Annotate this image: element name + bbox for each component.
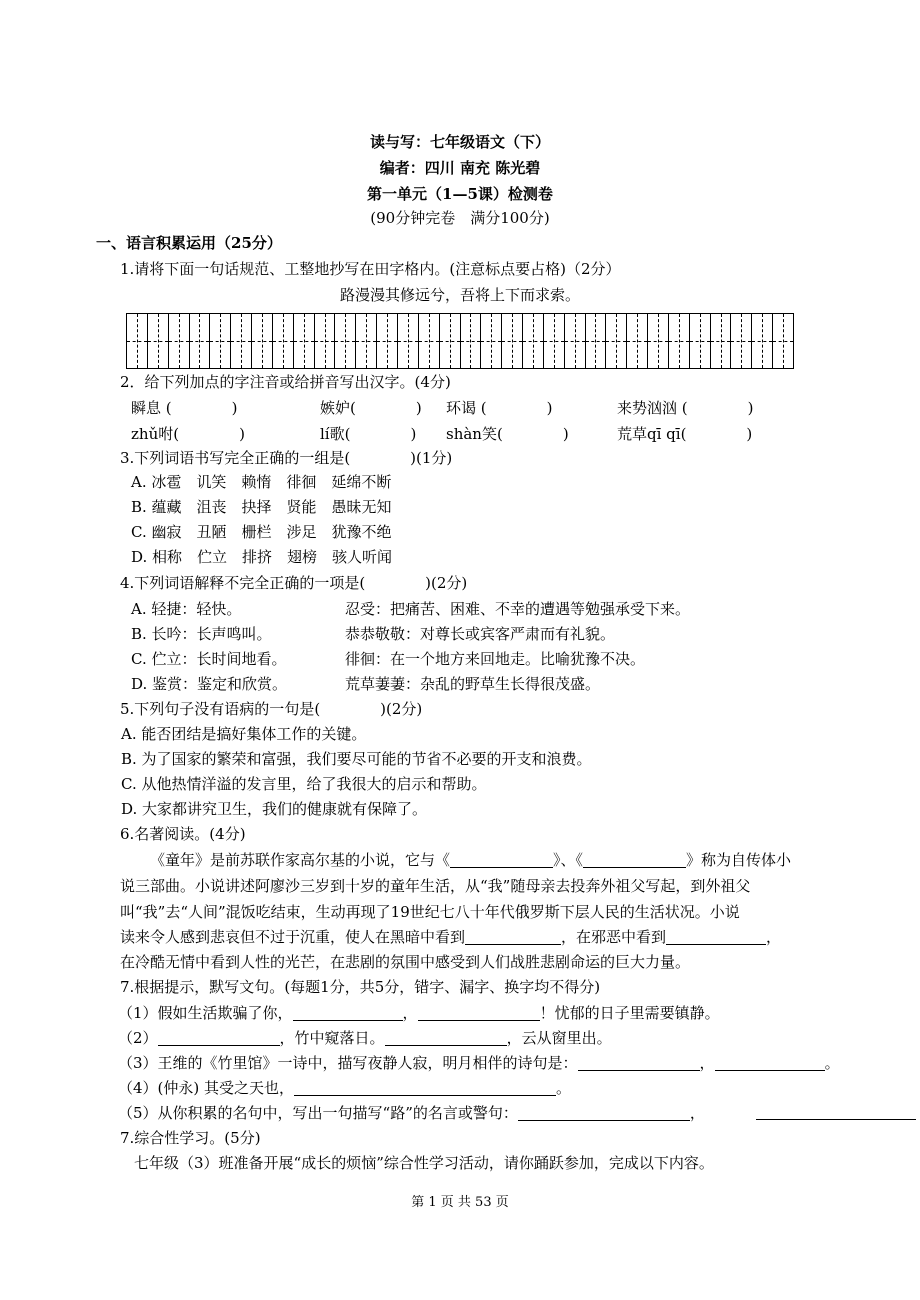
q6-text: 6.名著阅读。(4分) (120, 825, 246, 843)
q4-option-def: 徘徊：在一个地方来回地走。比喻犹豫不决。 (345, 650, 646, 668)
answer-blank[interactable] (583, 851, 686, 868)
q2-item: 嫉妒( ) (320, 399, 422, 417)
q1-text: 1.请将下面一句话规范、工整地抄写在田字格内。(注意标点要占格)（2分） (120, 260, 621, 278)
q2-item: lí歌( ) (320, 425, 417, 443)
q8-intro: 七年级（3）班准备开展“成长的烦恼”综合性学习活动，请你踊跃参加，完成以下内容。 (134, 1154, 714, 1172)
q2-item: 荒草qī qī( ) (617, 425, 753, 443)
section-heading: 一、语言积累运用（25分） (96, 234, 282, 252)
q2-item: 瞬息 ( ) (131, 399, 238, 417)
q6-text-segment: ， (766, 928, 782, 946)
q6-text-segment: 《童年》是前苏联作家高尔基的小说，它与《 (150, 851, 451, 869)
q7-item-3: （3）王维的《竹里馆》一诗中，描写夜静人寂，明月相伴的诗句是： ， 。 (118, 1054, 840, 1072)
q4-option-term: A. 轻捷：轻快。 (131, 600, 242, 618)
q2-text: 2．给下列加点的字注音或给拼音写出汉字。(4分) (120, 373, 451, 391)
answer-blank[interactable] (450, 851, 553, 868)
q4-option-def: 忍受：把痛苦、困难、不幸的遭遇等勉强承受下来。 (345, 600, 691, 618)
q3-option: B. 蕴藏 沮丧 抉择 贤能 愚昧无知 (131, 498, 392, 516)
q3-option: D. 相称 伫立 排挤 翅榜 骇人听闻 (131, 548, 393, 566)
answer-blank[interactable] (578, 1054, 700, 1071)
q6-text-segment: 》称为自传体小 (686, 851, 792, 869)
q3-option: C. 幽寂 丑陋 栅栏 涉足 犹豫不绝 (131, 523, 392, 541)
q3-text: 3.下列词语书写完全正确的一组是( )(1分) (120, 449, 453, 467)
q5-option: A. 能否团结是搞好集体工作的关键。 (121, 725, 367, 743)
q4-option-def: 荒草萋萋：杂乱的野草生长得很茂盛。 (345, 675, 601, 693)
page-footer: 第 1 页 共 53 页 (411, 1195, 509, 1210)
q6-line5: 在冷酷无情中看到人性的光芒，在悲剧的氛围中感受到人们战胜悲剧命运的巨大力量。 (120, 953, 691, 971)
q6-line3: 叫“我”去“人间”混饭吃结束，生动再现了19世纪七八十年代俄罗斯下层人民的生活状况。小说 (120, 903, 740, 921)
q4-option-term: C. 伫立：长时间地看。 (131, 650, 287, 668)
q6-text-segment: 》、《 (553, 851, 584, 869)
q5-option: B. 为了国家的繁荣和富强，我们要尽可能的节省不必要的开支和浪费。 (121, 750, 592, 768)
q4-option-term: D. 鉴赏：鉴定和欣赏。 (131, 675, 288, 693)
answer-blank[interactable] (465, 928, 561, 945)
q5-option: C. 从他热情洋溢的发言里，给了我很大的启示和帮助。 (121, 775, 487, 793)
answer-blank[interactable] (385, 1029, 507, 1046)
q2-item: shàn笑( ) (446, 425, 569, 443)
q6-line2: 说三部曲。小说讲述阿廖沙三岁到十岁的童年生活，从“我”随母亲去投奔外祖父写起，到外祖父 (120, 877, 751, 895)
answer-blank[interactable] (666, 928, 766, 945)
answer-blank[interactable] (715, 1054, 825, 1071)
answer-blank[interactable] (756, 1119, 916, 1120)
q6-text-segment: ，在邪恶中看到 (561, 928, 667, 946)
q4-option-term: B. 长吟：长声鸣叫。 (131, 625, 272, 643)
q7-item-4: （4）(仲永) 其受之天也， 。 (118, 1079, 572, 1097)
q2-item: zhǔ咐( ) (131, 425, 245, 443)
tianzige-grid[interactable] (126, 313, 794, 369)
q6-text-segment: 读来令人感到悲哀但不过于沉重，使人在黑暗中看到 (120, 928, 466, 946)
q6-line4 (120, 927, 781, 947)
title-line-1: 读与写：七年级语文（下） (369, 133, 550, 151)
title-line-2: 编者：四川 南充 陈光碧 (379, 159, 541, 177)
answer-blank[interactable] (293, 1004, 403, 1021)
answer-blank[interactable] (294, 1079, 556, 1096)
q1-sentence: 路漫漫其修远兮，吾将上下而求索。 (339, 286, 580, 304)
answer-blank[interactable] (418, 1004, 540, 1021)
q7-item-5: （5）从你积累的名句中，写出一句描写“路”的名言或警句： ， (118, 1104, 705, 1122)
title-line-3: 第一单元（1—5课）检测卷 (367, 185, 553, 203)
q4-text: 4.下列词语解释不完全正确的一项是( )(2分) (120, 574, 468, 592)
q5-option: D. 大家都讲究卫生，我们的健康就有保障了。 (121, 800, 428, 818)
answer-blank[interactable] (518, 1104, 690, 1121)
answer-blank[interactable] (158, 1029, 280, 1046)
exam-subtitle: (90分钟完卷 满分100分) (370, 209, 550, 227)
q2-item: 来势汹汹 ( ) (617, 399, 754, 417)
q7-item-1: （1）假如生活欺骗了你， ， ！忧郁的日子里需要镇静。 (118, 1004, 720, 1022)
q8-text: 7.综合性学习。(5分) (120, 1129, 261, 1147)
q5-text: 5.下列句子没有语病的一句是( )(2分) (120, 700, 423, 718)
q7-text: 7.根据提示，默写文句。(每题1分，共5分，错字、漏字、换字均不得分) (120, 978, 601, 996)
q4-option-def: 恭恭敬敬：对尊长或宾客严肃而有礼貌。 (345, 625, 616, 643)
q7-item-2: （2） ，竹中窥落日。 ，云从窗里出。 (118, 1029, 612, 1047)
q3-option: A. 冰雹 讥笑 赖惰 徘徊 延绵不断 (131, 473, 392, 491)
q2-item: 环谒 ( ) (446, 399, 553, 417)
q6-line1 (150, 850, 791, 870)
